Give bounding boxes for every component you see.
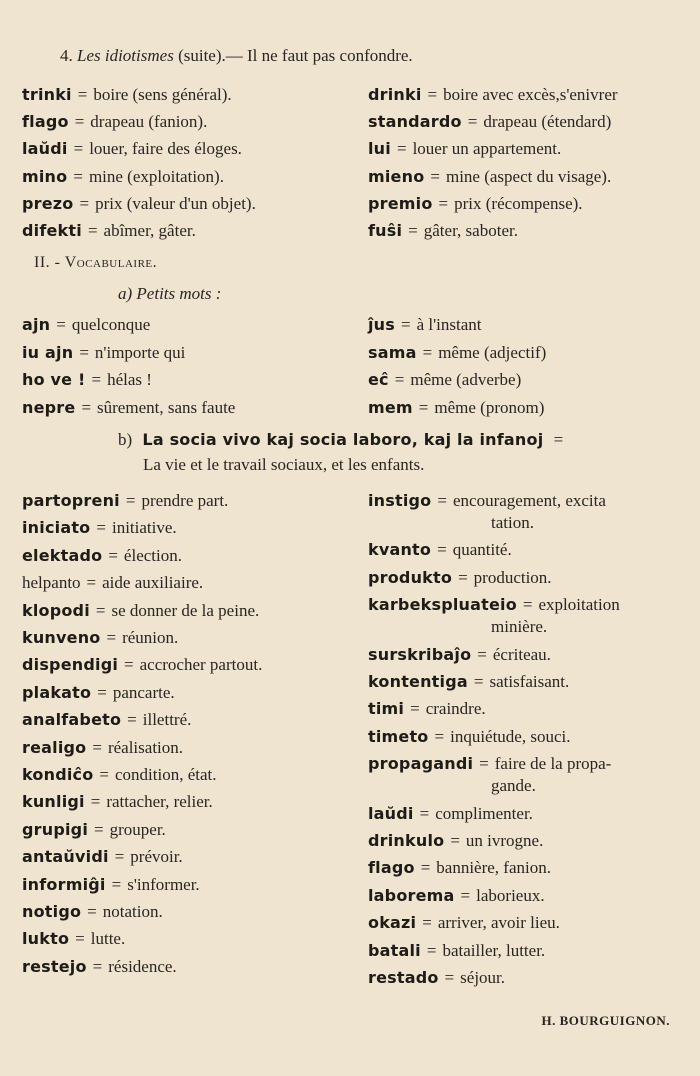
equals-sign: =	[125, 491, 136, 510]
vocab-entry	[22, 517, 177, 539]
vocab-entry	[22, 654, 262, 676]
equals-sign: =	[106, 628, 117, 647]
equals-sign: =	[79, 342, 89, 362]
entry-word: kunligi	[22, 792, 85, 812]
entry-gloss: batailler, lutter.	[442, 940, 546, 960]
vocab-entry	[368, 644, 551, 666]
equals-sign: =	[75, 929, 85, 949]
entry-word: batali	[368, 940, 421, 960]
equals-sign: =	[408, 221, 418, 240]
vocab-entry	[22, 819, 166, 841]
entry-gloss: lutte.	[90, 929, 126, 949]
vocab-entry	[22, 682, 175, 704]
entry-gloss: prix (récompense).	[454, 193, 583, 213]
entry-word: restejo	[22, 956, 87, 976]
entry-gloss: satisfaisant.	[489, 672, 570, 691]
equals-sign: =	[81, 397, 92, 417]
vocab-entry	[22, 600, 259, 622]
entry-gloss: même (adjectif)	[438, 342, 547, 362]
entry-word: grupigi	[22, 819, 89, 839]
entry-gloss: même (adverbe)	[410, 370, 522, 389]
equals-sign: =	[420, 858, 431, 878]
entry-word: timeto	[368, 726, 429, 746]
equals-sign: =	[127, 710, 137, 730]
equals-sign: =	[422, 913, 432, 933]
entry-gloss: s'informer.	[127, 874, 200, 894]
signature: H. BOURGUIGNON.	[541, 1013, 670, 1028]
section-rest: — Il ne faut pas confondre.	[225, 46, 413, 65]
entry-gloss: boire (sens général).	[93, 85, 232, 104]
entry-gloss: prix (valeur d'un objet).	[95, 193, 256, 213]
entry-word: laborema	[368, 885, 455, 905]
entry-gloss: complimenter.	[435, 803, 533, 823]
entry-gloss: résidence.	[108, 956, 177, 976]
entry-gloss: un ivrogne.	[465, 831, 544, 850]
entry-word: drinkulo	[368, 831, 445, 850]
equals-sign: =	[108, 545, 118, 565]
entry-word: ho ve !	[22, 370, 86, 389]
equals-sign: =	[114, 847, 125, 867]
equals-sign: =	[111, 874, 122, 894]
vocab-entry	[368, 671, 569, 693]
equals-sign: =	[473, 672, 484, 691]
equals-sign: =	[79, 193, 90, 213]
entry-word: kunveno	[22, 628, 101, 647]
vocab-entry	[368, 857, 551, 879]
entry-word: eĉ	[368, 370, 389, 389]
equals-sign: =	[460, 885, 471, 905]
vocab-entry	[368, 967, 505, 989]
entry-gloss-continuation: tation.	[491, 513, 534, 532]
entry-word: nepre	[22, 397, 76, 417]
entry-gloss: pancarte.	[112, 682, 175, 702]
entry-word: mino	[22, 166, 68, 186]
vocab-entry	[368, 342, 546, 364]
vocab-entry	[368, 314, 482, 336]
equals-sign: =	[87, 902, 97, 921]
equals-sign: =	[444, 968, 455, 987]
vocab-entry	[368, 594, 620, 616]
vocab-entry	[368, 84, 618, 106]
vocab-entry	[22, 84, 232, 106]
vocab-entry	[22, 709, 191, 731]
equals-sign: =	[77, 85, 88, 104]
entry-gloss: encouragement, excita	[452, 491, 606, 510]
equals-sign: =	[410, 699, 420, 719]
equals-sign: =	[418, 397, 429, 417]
vocab-entry	[22, 111, 207, 133]
entry-gloss: écriteau.	[492, 644, 551, 664]
equals-sign: =	[401, 315, 411, 334]
entry-word: iniciato	[22, 518, 91, 538]
equals-sign: =	[91, 370, 102, 389]
vocab-entry	[368, 753, 611, 775]
entry-gloss: notation.	[102, 902, 163, 921]
equals-sign: =	[477, 644, 487, 664]
entry-gloss: inquiétude, souci.	[450, 726, 571, 746]
entry-gloss: illettré.	[142, 710, 192, 730]
section-b-heading	[118, 430, 569, 450]
entry-word: surskribaĵo	[368, 644, 472, 664]
entry-word: instigo	[368, 491, 432, 510]
vocab-entry	[22, 956, 177, 978]
entry-word: antaŭvidi	[22, 847, 109, 867]
equals-sign: =	[94, 819, 104, 839]
entry-gloss: boire avec excès,s'enivrer	[443, 85, 618, 104]
entry-gloss: n'importe qui	[94, 342, 186, 362]
entry-word: klopodi	[22, 600, 90, 620]
section-number: 4.	[60, 46, 73, 65]
vocab-entry	[22, 490, 228, 512]
vocab-entry	[22, 545, 182, 567]
entry-word: kondiĉo	[22, 765, 94, 784]
equals-sign: =	[87, 221, 98, 240]
vocab-entry	[22, 342, 185, 364]
vocab-entry	[22, 928, 125, 950]
entry-word: ajn	[22, 315, 51, 334]
equals-sign: =	[437, 491, 447, 510]
petits-mots-heading: a) Petits mots :	[118, 284, 222, 303]
entry-word: produkto	[368, 567, 453, 587]
entry-word: standardo	[368, 112, 462, 132]
entry-gloss: prendre part.	[141, 491, 229, 510]
entry-gloss: exploitation	[538, 595, 620, 615]
entry-gloss: élection.	[123, 545, 182, 565]
equals-sign: =	[96, 518, 106, 538]
equals-sign: =	[458, 567, 468, 587]
entry-word: trinki	[22, 85, 72, 104]
equals-sign: =	[430, 166, 440, 186]
vocab-entry	[22, 627, 178, 649]
entry-word: laŭdi	[368, 803, 414, 823]
section-b-prefix: b)	[118, 430, 133, 449]
entry-word: elektado	[22, 545, 103, 565]
section-suite: (suite).	[178, 46, 226, 65]
vocab-entry	[368, 166, 611, 188]
vocab-entry	[22, 193, 256, 215]
vocab-entry	[368, 111, 611, 133]
entry-gloss: quelconque	[71, 315, 151, 334]
entry-word: ĵus	[368, 315, 395, 334]
entry-gloss: drapeau (étendard)	[483, 112, 612, 132]
vocab-entry	[368, 885, 545, 907]
entry-gloss: quantité.	[452, 540, 512, 560]
vocab-entry	[22, 369, 152, 391]
entry-word: flago	[368, 858, 415, 878]
equals-sign: =	[92, 956, 103, 976]
vocab-entry	[368, 193, 583, 215]
entry-gloss: condition, état.	[115, 765, 217, 784]
vocab-entry	[22, 314, 150, 336]
entry-gloss: production.	[473, 567, 552, 587]
equals-sign: =	[426, 940, 437, 960]
entry-word: kvanto	[368, 540, 432, 560]
entry-word: notigo	[22, 902, 82, 921]
entry-gloss: accrocher partout.	[139, 655, 263, 675]
section-heading-idiotismes	[60, 46, 413, 66]
entry-word: plakato	[22, 682, 92, 702]
entry-gloss: bannière, fanion.	[436, 858, 551, 878]
entry-word: mieno	[368, 166, 425, 186]
entry-gloss: arriver, avoir lieu.	[437, 913, 560, 933]
entry-gloss: prévoir.	[130, 847, 183, 867]
entry-gloss: à l'instant	[416, 315, 482, 334]
entry-word: restado	[368, 968, 439, 987]
equals-sign: =	[479, 754, 489, 774]
entry-word: prezo	[22, 193, 74, 213]
entry-gloss: mine (aspect du visage).	[445, 166, 612, 186]
equals-sign: =	[437, 540, 447, 560]
entry-word: propagandi	[368, 754, 474, 774]
entry-gloss: rattacher, relier.	[106, 792, 213, 812]
equals-sign: =	[73, 139, 84, 159]
entry-word: karbekspluateio	[368, 595, 517, 615]
entry-word: realigo	[22, 737, 87, 757]
entry-word: flago	[22, 112, 69, 132]
entry-gloss: réunion.	[122, 628, 179, 647]
vocab-entry	[368, 567, 552, 589]
entry-gloss: séjour.	[460, 968, 506, 987]
equals-sign: =	[419, 803, 430, 823]
equals-sign: =	[450, 831, 460, 850]
entry-word: premio	[368, 193, 433, 213]
vocab-entry	[368, 698, 486, 720]
equals-sign: =	[434, 726, 445, 746]
vocab-entry	[22, 220, 196, 242]
entry-word: fuŝi	[368, 221, 403, 240]
section-b-eq: =	[553, 430, 564, 449]
entry-word: drinki	[368, 85, 422, 104]
equals-sign: =	[56, 315, 66, 334]
vocabulaire-heading: II. - Vocabulaire.	[34, 254, 158, 271]
entry-gloss: réalisation.	[107, 737, 184, 757]
vocab-entry	[22, 846, 183, 868]
vocab-entry	[368, 539, 512, 561]
vocab-entry	[368, 912, 560, 934]
entry-gloss: drapeau (fanion).	[90, 112, 208, 132]
entry-word: iu ajn	[22, 342, 74, 362]
vocab-entry	[368, 397, 544, 419]
entry-word: mem	[368, 397, 413, 417]
vocab-entry	[368, 803, 533, 825]
vocab-entry	[22, 397, 235, 419]
equals-sign: =	[95, 600, 106, 620]
entry-word: analfabeto	[22, 710, 122, 730]
equals-sign: =	[396, 139, 407, 159]
equals-sign: =	[124, 655, 134, 675]
entry-word: helpanto	[22, 573, 81, 593]
vocab-entry	[368, 726, 571, 748]
equals-sign: =	[92, 737, 102, 757]
vocab-entry	[22, 791, 213, 813]
equals-sign: =	[99, 765, 110, 784]
vocab-entry	[368, 830, 543, 852]
entry-gloss-continuation: minière.	[491, 617, 548, 637]
section-b-translation: La vie et le travail sociaux, et les enfants.	[143, 455, 425, 474]
entry-gloss: laborieux.	[476, 885, 545, 905]
entry-word: partopreni	[22, 491, 120, 510]
entry-word: okazi	[368, 913, 417, 933]
vocab-entry	[22, 874, 200, 896]
vocab-entry	[22, 138, 242, 160]
equals-sign: =	[467, 112, 478, 132]
entry-gloss: mine (exploitation).	[88, 166, 224, 186]
equals-sign: =	[90, 792, 101, 812]
entry-gloss: craindre.	[425, 699, 486, 719]
section-title: Les idiotismes	[77, 46, 174, 65]
entry-word: difekti	[22, 221, 82, 240]
vocab-entry	[368, 369, 521, 391]
entry-gloss: louer un appartement.	[412, 139, 562, 159]
equals-sign: =	[394, 370, 405, 389]
entry-gloss: abîmer, gâter.	[103, 221, 196, 240]
entry-gloss: aide auxiliaire.	[102, 573, 204, 593]
entry-gloss: grouper.	[109, 819, 166, 839]
entry-gloss: sûrement, sans faute	[97, 397, 236, 417]
equals-sign: =	[438, 193, 449, 213]
vocab-entry	[22, 572, 203, 594]
vocab-entry	[368, 138, 561, 160]
vocab-entry	[22, 737, 183, 759]
entry-word: lui	[368, 139, 391, 159]
vocab-entry	[22, 166, 224, 188]
entry-word: lukto	[22, 929, 70, 949]
vocab-entry	[368, 940, 545, 962]
entry-word: informiĝi	[22, 874, 106, 894]
entry-gloss: initiative.	[111, 518, 177, 538]
entry-word: timi	[368, 699, 405, 719]
entry-word: sama	[368, 342, 417, 362]
entry-gloss: hélas !	[107, 370, 152, 389]
entry-gloss: même (pronom)	[434, 397, 545, 417]
vocab-entry	[368, 220, 518, 242]
section-b-title: La socia vivo kaj socia laboro, kaj la infanoj	[142, 430, 544, 449]
entry-word: laŭdi	[22, 139, 68, 159]
entry-gloss: se donner de la peine.	[111, 600, 260, 620]
equals-sign: =	[522, 595, 533, 615]
vocab-entry	[22, 901, 163, 923]
vocab-entry	[368, 490, 606, 512]
entry-word: dispendigi	[22, 655, 119, 675]
entry-gloss: gâter, saboter.	[423, 221, 518, 240]
equals-sign: =	[86, 573, 97, 593]
equals-sign: =	[74, 112, 85, 132]
entry-gloss: faire de la propa-	[494, 754, 612, 774]
equals-sign: =	[422, 342, 433, 362]
equals-sign: =	[427, 85, 438, 104]
entry-gloss: louer, faire des éloges.	[89, 139, 242, 159]
equals-sign: =	[97, 682, 107, 702]
entry-word: kontentiga	[368, 672, 468, 691]
equals-sign: =	[73, 166, 83, 186]
entry-gloss-continuation: gande.	[491, 776, 536, 796]
vocab-entry	[22, 764, 217, 786]
